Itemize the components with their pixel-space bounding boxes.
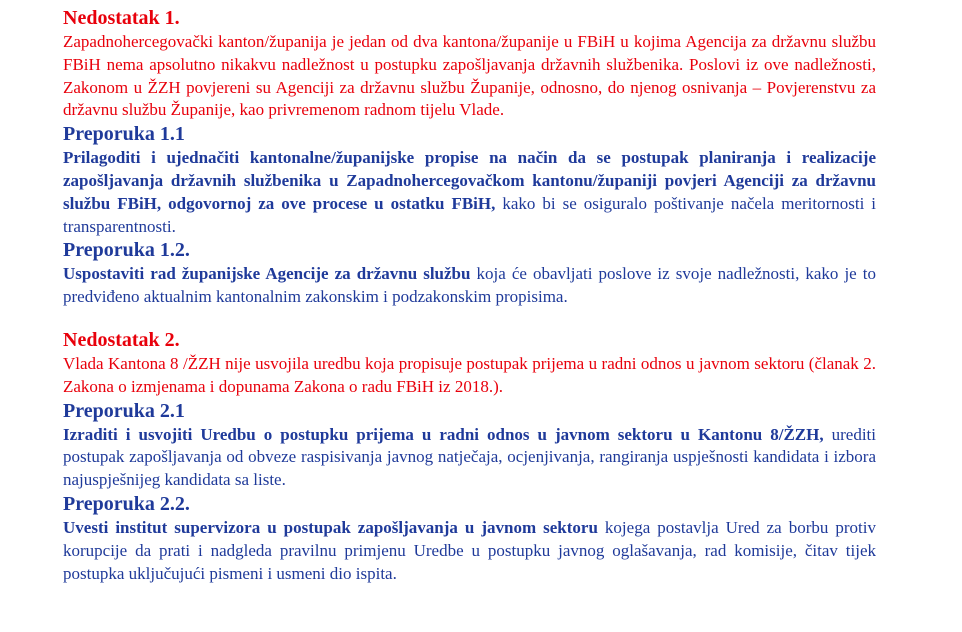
recommendation-2-1-bold: Izraditi i usvojiti Uredbu o postupku prijema u radni odnos u javnom sektoru u Kantonu 8/ŽZH, xyxy=(63,424,824,444)
recommendation-2-2-text xyxy=(63,517,876,585)
recommendation-1-2-plain: koja će obavljati poslove iz svoje nadležnosti, kako je to predviđeno aktualnim kantonalnim zakonskim i podzakonskim propisima. xyxy=(63,264,876,307)
recommendation-1-1-text xyxy=(63,147,876,238)
recommendation-1-2-title: Preporuka 1.2. xyxy=(63,239,190,262)
deficiency-1-text: Zapadnohercegovački kanton/županija je jedan od dva kantona/županije u FBiH u kojima Agencija za državnu službu FBiH nema apsolutno nikakvu nadležnost u postupku zapošljavanja državnih službenika. Poslovi iz ove nadležnosti, Zakonom u ŽZH povjereni su Agenciji za državnu službu Županije, odnosno, do njenog osnivanja – Povjerenstvu za državnu službu Županije, kao privremenom radnom tijelu Vlade. xyxy=(63,32,876,120)
deficiency-1-title: Nedostatak 1. xyxy=(63,7,180,29)
recommendation-1-1-plain: kako bi se osiguralo poštivanje načela meritornosti i transparentnosti. xyxy=(63,193,876,236)
recommendation-2-1-plain: urediti postupak zapošljavanja od obveze raspisivanja javnog natječaja, ocjenjivanja, rangiranja uspješnosti kandidata i izbora najuspješnijeg kandidata sa liste. xyxy=(63,424,876,490)
recommendation-2-1-text xyxy=(63,424,876,492)
recommendation-2-2-plain: kojega postavlja Ured za borbu protiv korupcije da prati i nadgleda pravilnu primjenu Uredbe u postupku javnog oglašavanja, rad komisije, čitav tijek postupka uključujući pismeni i usmeni dio ispita. xyxy=(63,517,876,583)
deficiency-2-title: Nedostatak 2. xyxy=(63,328,180,351)
recommendation-1-2-bold: Uspostaviti rad županijske Agencije za državnu službu xyxy=(63,264,471,284)
recommendation-1-2-text xyxy=(63,263,876,309)
deficiency-2-text: Vlada Kantona 8 /ŽZH nije usvojila uredbu koja propisuje postupak prijema u radni odnos u javnom sektoru (članak 2. Zakona o izmjenama i dopunama Zakona o radu FBiH iz 2018.). xyxy=(63,353,876,396)
recommendation-1-1-bold: Prilagoditi i ujednačiti kantonalne/županijske propise na način da se postupak planiranja i realizacije zapošljavanja državnih službenika u Zapadnohercegovačkom kantonu/županiji povjeri Agenciji za državnu službu FBiH, odgovornoj za ove procese u ostatku FBiH, xyxy=(63,148,876,213)
recommendation-2-2-bold: Uvesti institut supervizora u postupak zapošljavanja u javnom sektoru xyxy=(63,517,598,537)
section-divider xyxy=(63,309,876,328)
recommendation-1-1-title: Preporuka 1.1 xyxy=(63,123,185,146)
document-page xyxy=(63,6,876,585)
recommendation-2-2-title: Preporuka 2.2. xyxy=(63,492,190,515)
recommendation-2-1-title: Preporuka 2.1 xyxy=(63,399,185,422)
